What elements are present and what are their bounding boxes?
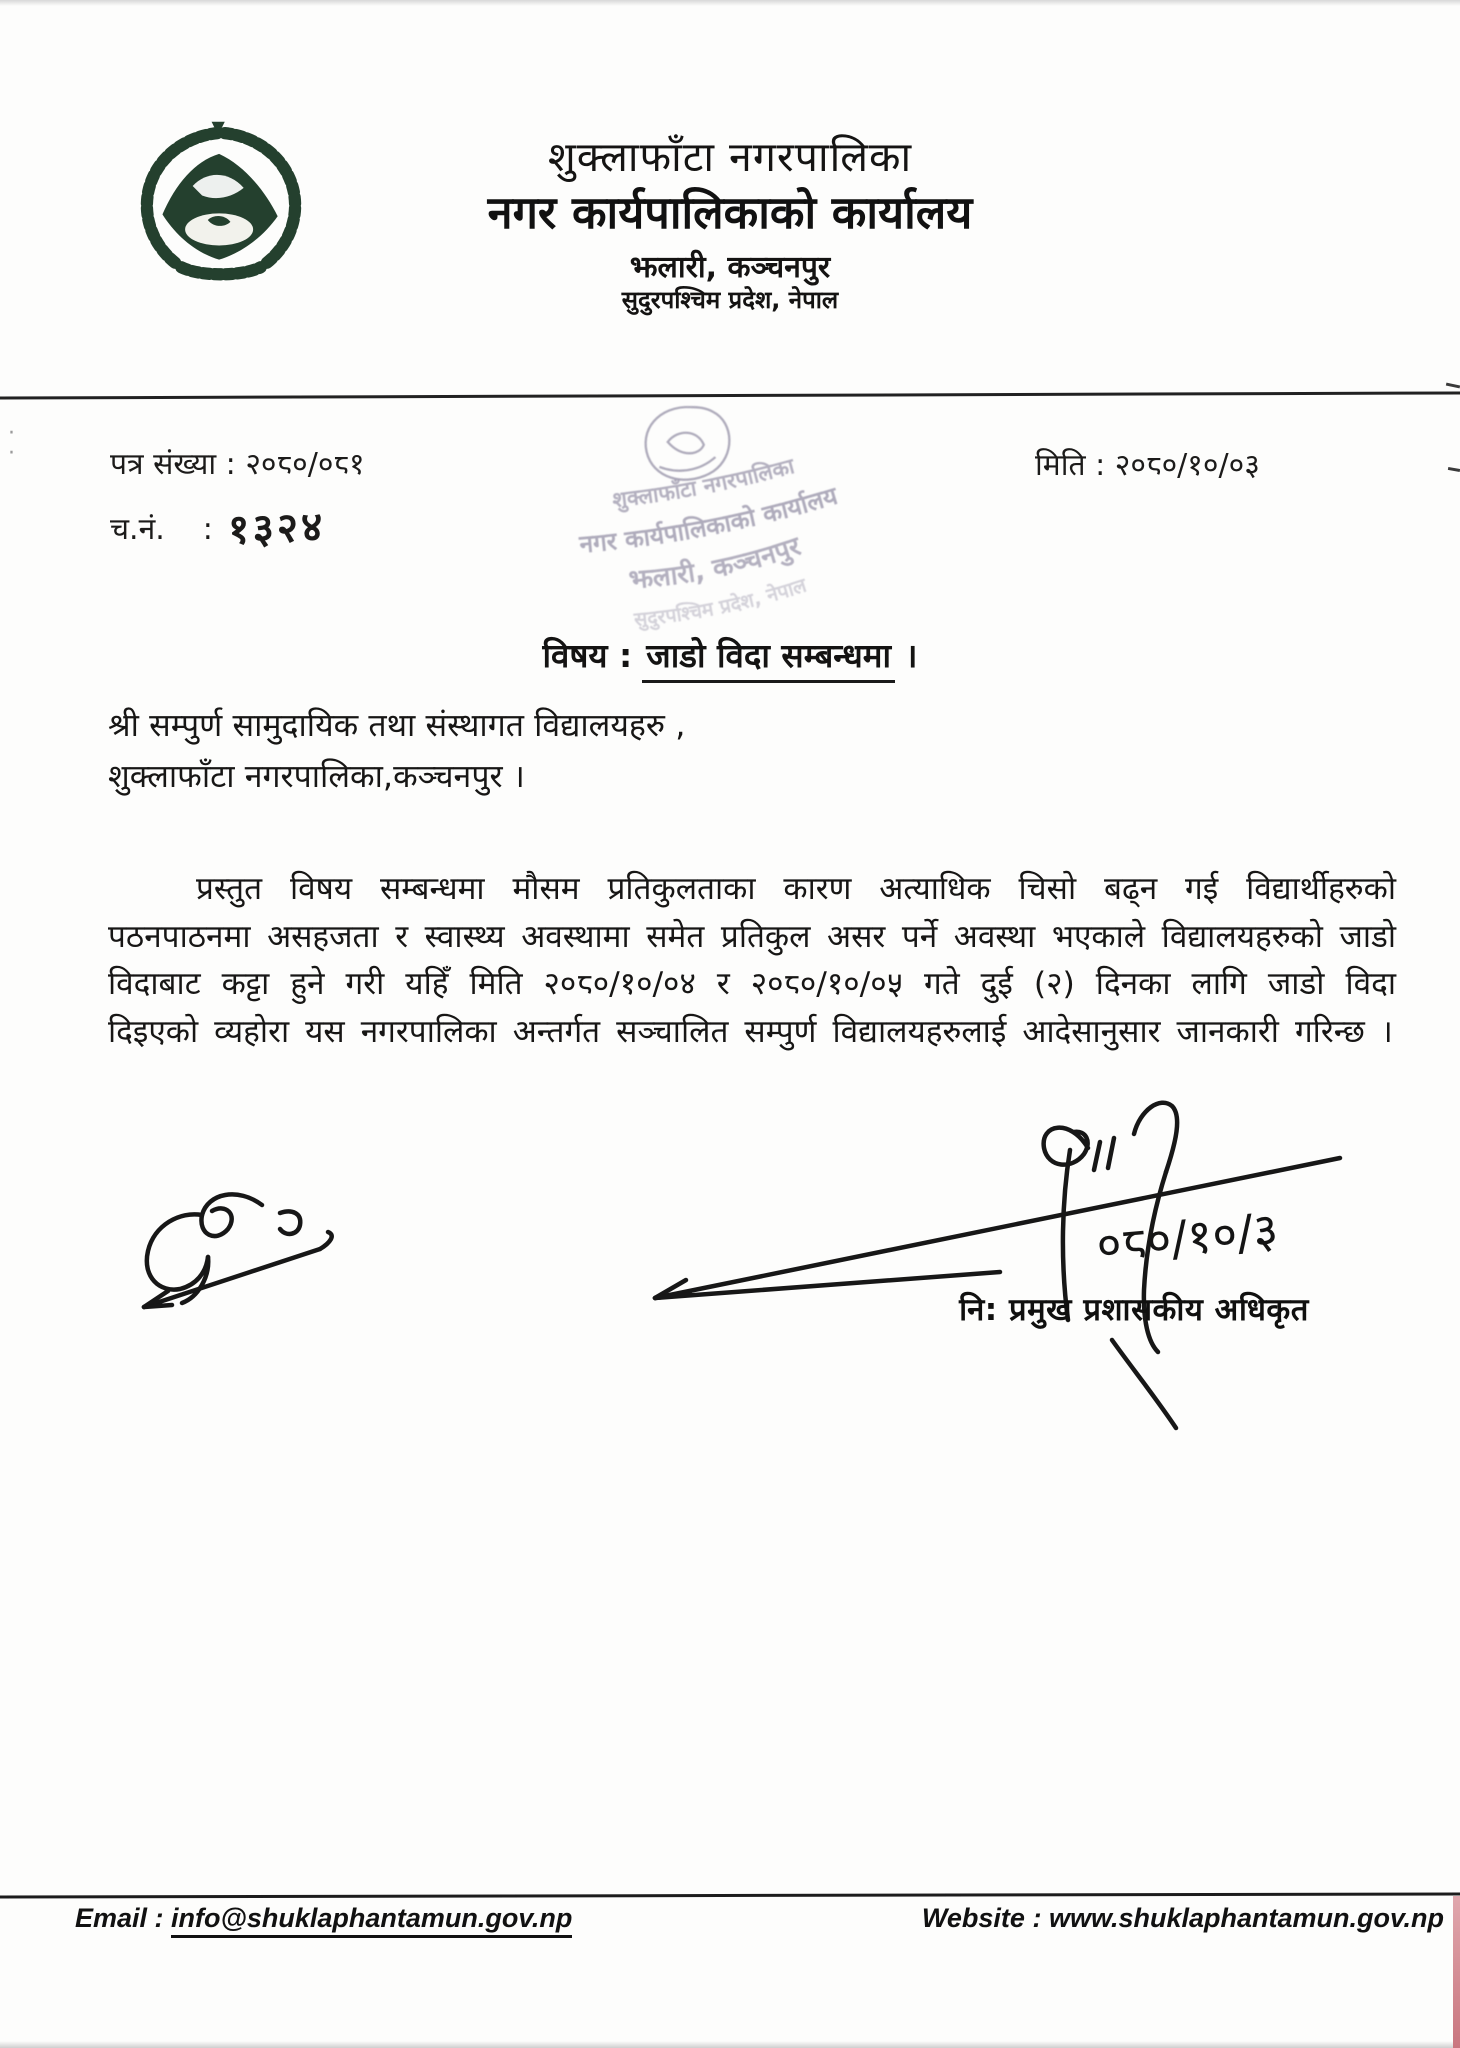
scan-edge-right-strip: [1453, 1896, 1460, 2048]
office-name: नगर कार्यपालिकाको कार्यालय: [487, 186, 973, 239]
dispatch-number-line: [110, 496, 326, 552]
website-address: www.shuklaphantamun.gov.np: [1048, 1903, 1444, 1933]
letter-number-value: २०८०/०८१: [245, 447, 365, 482]
email-label: Email :: [75, 1903, 164, 1933]
subject-end-mark: ।: [905, 636, 918, 675]
addressee-line2: शुक्लाफाँटा नगरपालिका,कञ्चनपुर ।: [108, 757, 525, 795]
signatory-title: नि: प्रमुख प्रशासकीय अधिकृत: [959, 1292, 1309, 1328]
footer-website: [922, 1903, 1444, 1934]
website-label: Website :: [921, 1903, 1042, 1933]
addressee-block: [108, 700, 685, 802]
handwritten-signature-left: [110, 1185, 360, 1345]
subject-label: विषय :: [542, 636, 633, 675]
dispatch-colon: :: [202, 512, 213, 547]
office-address-line1: झलारी, कञ्चनपुर: [629, 250, 831, 285]
date-label: मिति :: [1035, 448, 1106, 483]
municipality-name: शुक्लाफाँटा नगरपालिका: [547, 133, 913, 181]
dispatch-number-label: च.नं.: [110, 512, 165, 547]
date-line: [1035, 443, 1260, 484]
scan-mark: · ·: [8, 421, 15, 466]
letter-number-label: पत्र संख्या :: [110, 447, 236, 482]
stamp-line-4: सुदुरपश्चिम प्रदेश, नेपाल: [633, 573, 810, 632]
subject-text: जाडो विदा सम्बन्धमा: [642, 636, 895, 683]
handwritten-signature-right: [600, 1090, 1380, 1450]
email-address: info@shuklaphantamun.gov.np: [171, 1903, 572, 1938]
date-value: २०८०/१०/०३: [1114, 448, 1260, 483]
footer-email: [75, 1903, 572, 1934]
footer-divider: [0, 1892, 1460, 1898]
office-address-line2: सुदुरपश्चिम प्रदेश, नेपाल: [621, 286, 839, 314]
office-ink-stamp: [524, 370, 892, 664]
scan-mark: [1446, 383, 1460, 389]
subject-line: [0, 632, 1460, 677]
letter-body-paragraph: प्रस्तुत विषय सम्बन्धमा मौसम प्रतिकुलताका कारण अत्याधिक चिसो बढ्न गई विद्यार्थीहरुको पठनपाठनमा असहजता र स्वास्थ्य अवस्थामा समेत प्रतिकुल असर पर्ने अवस्था भएकाले विद्यालयहरुको जाडो विदाबाट कट्टा हुने गरी यहिँ मिति २०८०/१०/०४ र २०८०/१०/०५ गते दुई (२) दिनका लागि जाडो विदा दिइएको व्यहोरा यस नगरपालिका अन्तर्गत सञ्चालित सम्पुर्ण विद्यालयहरुलाई आदेसानुसार जानकारी गरिन्छ ।: [108, 871, 1396, 1050]
signature-handwritten-date: ०८०/१०/३: [1094, 1202, 1281, 1274]
scan-edge-top: [0, 0, 1460, 6]
scan-mark: [1448, 467, 1460, 472]
stamp-line-2: नगर कार्यपालिकाको कार्यालय: [578, 480, 841, 559]
stamp-line-1: शुक्लाफाँटा नगरपालिका: [611, 454, 798, 514]
addressee-line1: श्री सम्पुर्ण सामुदायिक तथा संस्थागत विद्यालयहरु ,: [108, 706, 686, 744]
letter-number-line: [110, 442, 365, 483]
stamp-line-3: झलारी, कञ्चनपुर: [627, 530, 805, 596]
dispatch-number-value: १३२४: [227, 502, 327, 554]
scan-edge-bottom: [0, 2041, 1460, 2048]
